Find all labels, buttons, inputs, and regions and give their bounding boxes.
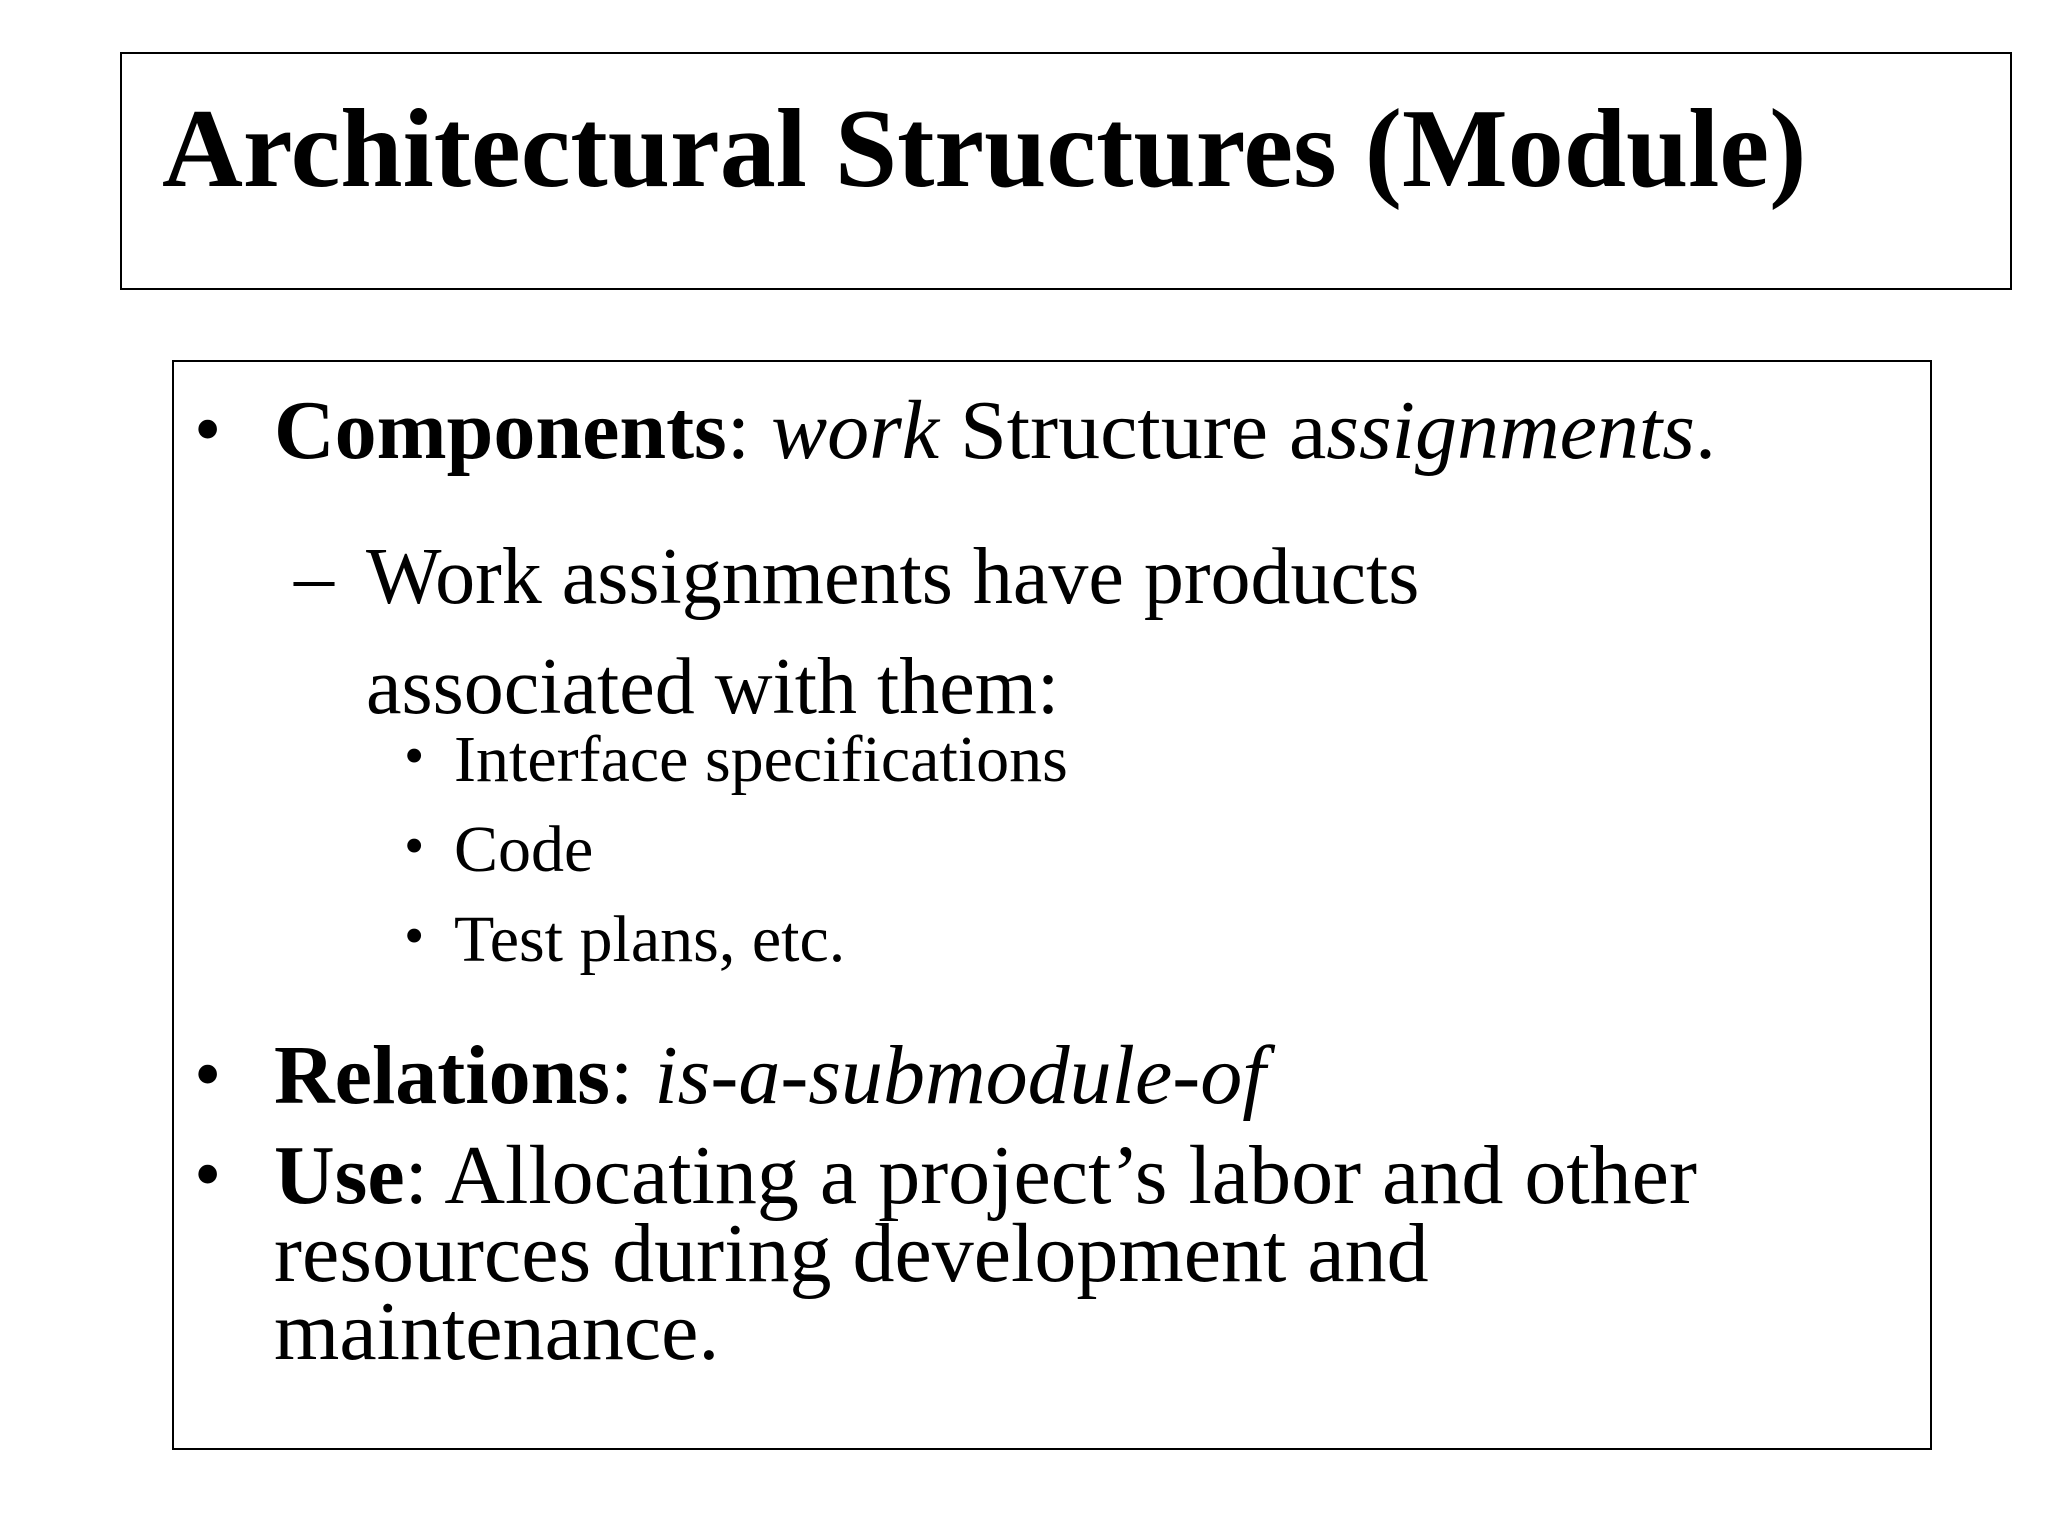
- title-box: [120, 52, 2012, 290]
- bullet-marker: •: [194, 1030, 222, 1117]
- bullet-components: [194, 384, 1716, 477]
- sub-bullet-work-assignments: [294, 522, 1666, 742]
- relations-label: Relations: [274, 1029, 610, 1122]
- dash-marker: –: [294, 533, 334, 621]
- list-item-interface-specifications: [404, 720, 1068, 800]
- components-plain-structure: Structure a: [939, 384, 1327, 477]
- sub-bullet-text: Work assignments have products associated with them:: [366, 533, 1420, 731]
- content-box: [172, 360, 1932, 1450]
- use-label: Use: [274, 1129, 405, 1222]
- bullet-relations: [194, 1029, 1266, 1122]
- components-separator: :: [726, 384, 772, 477]
- bullet-marker: •: [194, 1130, 222, 1217]
- bullet-use: [194, 1129, 1854, 1378]
- components-italic-assignments: ssignments: [1326, 384, 1695, 477]
- list-item-code: [404, 810, 594, 890]
- list-item-text: Interface specifications: [454, 723, 1068, 796]
- slide-title: Architectural Structures (Module): [162, 87, 1807, 211]
- relations-italic: is-a-submodule-of: [654, 1029, 1266, 1122]
- components-period: .: [1694, 384, 1716, 477]
- use-separator: :: [404, 1129, 445, 1222]
- list-item-marker: •: [404, 813, 425, 878]
- list-item-marker: •: [404, 723, 425, 788]
- list-item-text: Test plans, etc.: [454, 903, 846, 976]
- list-item-test-plans: [404, 900, 846, 980]
- components-italic-work: work: [771, 384, 940, 477]
- use-text: Allocating a project’s labor and other resources during development and maintenance.: [274, 1129, 1697, 1378]
- list-item-text: Code: [454, 813, 594, 886]
- components-label: Components: [274, 384, 727, 477]
- bullet-marker: •: [194, 385, 222, 472]
- relations-separator: :: [610, 1029, 655, 1122]
- list-item-marker: •: [404, 903, 425, 968]
